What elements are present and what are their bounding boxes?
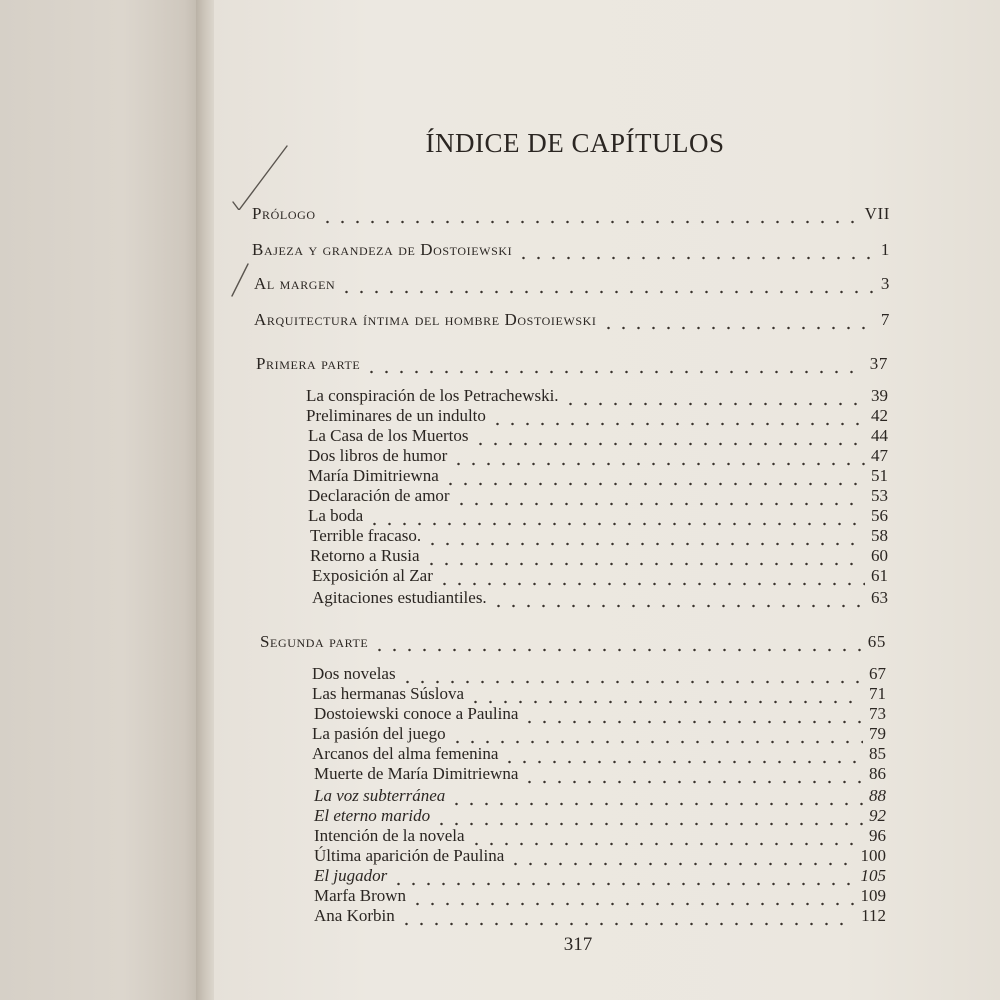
list-item [314,826,886,846]
dot-leader [367,506,865,526]
list-item [314,846,886,866]
list-item [314,764,886,784]
list-item [314,886,886,906]
entry-label: Bajeza y grandeza de Dostoiewski [252,240,513,259]
dot-leader [454,486,865,506]
chapter-label: La pasión del juego [312,724,446,743]
chapter-label: La boda [308,506,364,525]
entry-label: Prólogo [252,204,316,223]
chapter-page: 88 [869,786,886,805]
dot-leader [399,906,855,926]
list-item [314,806,886,826]
list-item [308,446,888,466]
chapter-page: 58 [871,526,888,545]
chapter-label: Muerte de María Dimitriewna [314,764,519,783]
chapter-page: 105 [860,866,886,885]
dot-leader [449,786,863,806]
chapter-label: Dostoiewski conoce a Paulina [314,704,519,723]
chapter-label: El jugador [314,866,388,885]
list-item [314,866,886,886]
list-item [310,546,888,566]
chapter-label: Dos libros de humor [308,446,448,465]
dot-leader [437,566,865,586]
chapter-page: 53 [871,486,888,505]
pencil-checkmark-icon [225,140,295,210]
chapter-page: 61 [871,566,888,585]
dot-leader [339,274,875,294]
chapter-label: Terrible fracaso. [310,526,422,545]
list-item [308,466,888,486]
chapter-page: 56 [871,506,888,525]
chapter-page: 96 [869,826,886,845]
chapter-page: 67 [869,664,886,683]
chapter-label: Arcanos del alma femenina [312,744,499,763]
list-item [312,664,886,684]
list-item [312,566,888,586]
dot-leader [516,240,875,260]
chapter-page: 109 [860,886,886,905]
dot-leader [522,764,863,784]
chapter-page: 79 [869,724,886,743]
dot-leader [410,886,854,906]
dot-leader [424,546,865,566]
chapter-label: Última aparición de Paulina [314,846,505,865]
entry-page: 1 [880,240,890,259]
chapter-page: 47 [871,446,888,465]
dot-leader [491,588,865,608]
entry-label: Al margen [254,274,336,293]
list-item [314,906,886,926]
chapter-page: 100 [860,846,886,865]
part-page: 37 [869,354,888,373]
chapter-label: Dos novelas [312,664,396,683]
chapter-label: La Casa de los Muertos [308,426,469,445]
part-page: 65 [867,632,886,651]
chapter-label: María Dimitriewna [308,466,439,485]
chapter-page: 92 [869,806,886,825]
dot-leader [450,724,863,744]
dot-leader [522,704,863,724]
chapter-label: Intención de la novela [314,826,465,845]
dot-leader [451,446,865,466]
list-item [312,684,886,704]
chapter-label: Marfa Brown [314,886,407,905]
chapter-page: 60 [871,546,888,565]
chapter-label: Las hermanas Súslova [312,684,465,703]
toc-entry-bajeza [252,240,890,260]
entry-page: 3 [880,274,890,293]
list-item [312,588,888,608]
chapter-page: 44 [871,426,888,445]
list-item [314,704,886,724]
toc-entry-prologo [252,204,890,224]
dot-leader [563,386,865,406]
chapter-page: 51 [871,466,888,485]
toc-entry-arquitectura [254,310,890,330]
list-item [312,724,886,744]
chapter-page: 112 [861,906,886,925]
entry-label: Arquitectura íntima del hombre Dostoiewski [254,310,597,329]
dot-leader [469,826,863,846]
chapter-page: 86 [869,764,886,783]
list-item [306,386,888,406]
chapter-label: Ana Korbin [314,906,395,925]
dot-leader [502,744,863,764]
list-item [312,744,886,764]
chapter-label: La conspiración de los Petrachewski. [306,386,559,405]
chapter-label: Declaración de amor [308,486,450,505]
dot-leader [372,632,861,652]
part-label: Primera parte [256,354,361,373]
chapter-page: 85 [869,744,886,763]
chapter-label: Exposición al Zar [312,566,433,585]
dot-leader [490,406,865,426]
entry-page: VII [864,204,890,223]
list-item [308,426,888,446]
dot-leader [601,310,875,330]
dot-leader [443,466,865,486]
dot-leader [508,846,854,866]
list-item [308,486,888,506]
dot-leader [320,204,859,224]
chapter-label: Agitaciones estudiantiles. [312,588,487,607]
dot-leader [434,806,863,826]
page-title: ÍNDICE DE CAPÍTULOS [425,128,725,158]
part-label: Segunda parte [260,632,369,651]
chapter-label: Preliminares de un indulto [306,406,486,425]
entry-page: 7 [880,310,890,329]
list-item [314,786,886,806]
chapter-page: 42 [871,406,888,425]
toc-part-primera [256,354,888,374]
dot-leader [425,526,865,546]
toc-part-segunda [260,632,886,652]
chapter-page: 63 [871,588,888,607]
toc-entry-al-margen [254,274,890,294]
dot-leader [400,664,863,684]
list-item [310,526,888,546]
left-page-edge [0,0,205,1000]
dot-leader [364,354,863,374]
chapter-label: La voz subterránea [314,786,446,805]
dot-leader [473,426,865,446]
list-item [306,406,888,426]
chapter-label: El eterno marido [314,806,431,825]
page-number: 317 [563,934,593,955]
chapter-page: 73 [869,704,886,723]
list-item [308,506,888,526]
chapter-page: 39 [871,386,888,405]
chapter-page: 71 [869,684,886,703]
dot-leader [391,866,854,886]
chapter-label: Retorno a Rusia [310,546,420,565]
dot-leader [468,684,863,704]
